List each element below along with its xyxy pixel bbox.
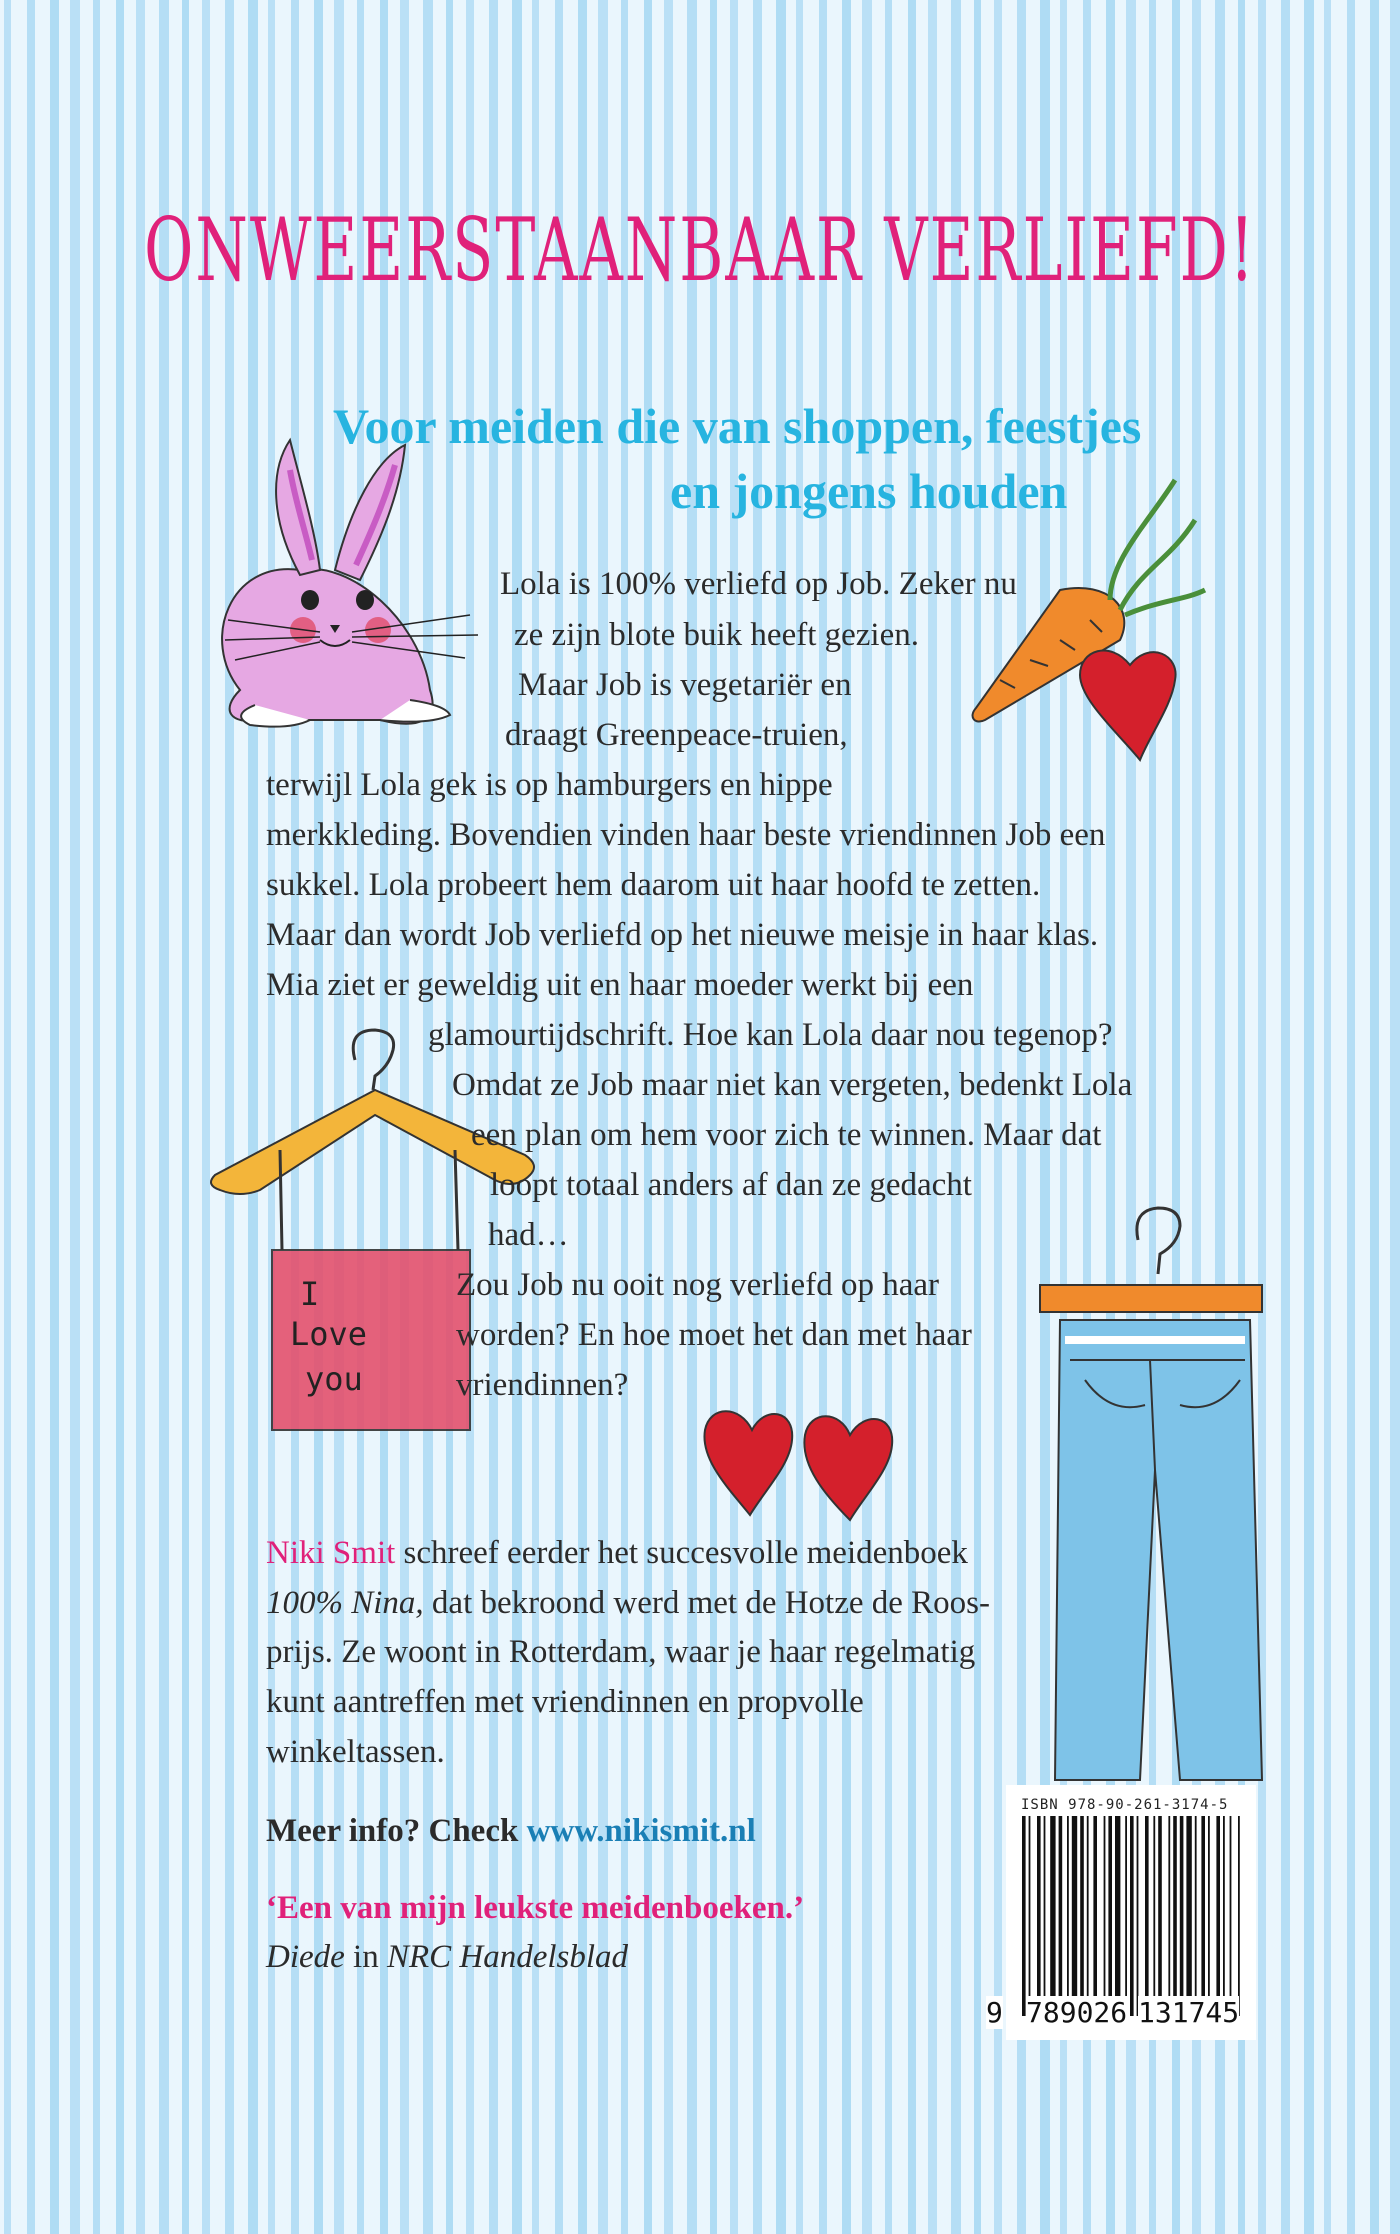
barcode-bar [1050, 1816, 1055, 1996]
review-source-mid: in [344, 1939, 387, 1975]
barcode-digits-right: 131745 [1138, 1996, 1240, 2029]
blurb-line-10: glamourtijdschrift. Hoe kan Lola daar nou tegenop? [428, 1017, 1113, 1053]
author-bio-line-4: kunt aantreffen met vriendinnen en propvolle [266, 1684, 864, 1720]
barcode-bar [1186, 1816, 1191, 1996]
newspaper-name: NRC Handelsblad [386, 1939, 629, 1975]
author-bio-line-3: prijs. Ze woont in Rotterdam, waar je haar regelmatig [266, 1634, 976, 1670]
barcode-bar [1044, 1816, 1046, 1996]
shirt-text-1: I [300, 1275, 320, 1313]
barcode-bar [1093, 1816, 1097, 1996]
previous-book-title: 100% Nina, [266, 1585, 424, 1621]
barcode-bar [1067, 1816, 1069, 1996]
bunny-illustration [222, 440, 478, 727]
blurb-line-11: Omdat ze Job maar niet kan vergeten, bedenkt Lola [452, 1067, 1133, 1103]
shirt-text-3: you [305, 1360, 363, 1398]
blurb-line-2: ze zijn blote buik heeft gezien. [514, 617, 919, 653]
author-bio-line-5: winkeltassen. [266, 1734, 445, 1770]
barcode-bar [1072, 1816, 1077, 1996]
barcode-bar [1180, 1816, 1184, 1996]
author-bio-line-1 [266, 1535, 968, 1572]
barcode-bar [1059, 1816, 1063, 1996]
barcode-bar [1029, 1816, 1031, 2016]
blurb-line-9: Mia ziet er geweldig uit en haar moeder werkt bij een [266, 967, 974, 1003]
barcode-bar [1223, 1816, 1225, 1996]
barcode-bar [1230, 1816, 1232, 2016]
barcode-bar [1104, 1816, 1106, 1996]
author-bio-line-2 [266, 1585, 990, 1622]
blurb-line-7: sukkel. Lola probeert hem daarom uit haar hoofd te zetten. [266, 867, 1041, 903]
barcode-bar [1125, 1816, 1127, 1996]
blurb-line-3: Maar Job is vegetariër en [518, 667, 852, 703]
author-name: Niki Smit [266, 1535, 396, 1571]
author-bio-text-1: schreef eerder het succesvolle meidenboek [395, 1535, 968, 1571]
blurb-line-6: merkkleding. Bovendien vinden haar beste vriendinnen Job een [266, 817, 1106, 853]
barcode-bar [1087, 1816, 1089, 1996]
barcode-bar [1173, 1816, 1177, 1996]
blurb-line-15: Zou Job nu ooit nog verliefd op haar [456, 1267, 939, 1303]
two-hearts-illustration [704, 1411, 892, 1520]
tagline-line-2: en jongens houden [670, 463, 1068, 519]
barcode-bar [1201, 1816, 1205, 1996]
blurb-line-13: loopt totaal anders af dan ze gedacht [490, 1167, 972, 1203]
blurb-line-12: een plan om hem voor zich te winnen. Maar dat [471, 1117, 1102, 1153]
barcode-bar [1208, 1816, 1210, 1996]
barcode-bar [1195, 1816, 1197, 1996]
barcode-bar [1158, 1816, 1162, 1996]
barcode-bar [1115, 1816, 1120, 1996]
barcode-digit-first: 9 [986, 1996, 1003, 2029]
barcode-bar [1145, 1816, 1149, 1996]
barcode-bar [1022, 1816, 1026, 2016]
barcode-bar [1130, 1816, 1134, 2016]
more-info-label: Meer info? Check [266, 1813, 527, 1849]
author-bio-text-2: dat bekroond werd met de Hotze de Roos- [423, 1585, 991, 1621]
barcode-bar [1216, 1816, 1220, 1996]
barcode-bar [1168, 1816, 1170, 1996]
barcode-bar [1137, 1816, 1139, 2016]
blurb-line-14: had… [488, 1217, 569, 1253]
jeans-hanger-illustration [1040, 1208, 1262, 1780]
tagline-line-1: Voor meiden die van shoppen, feestjes [333, 398, 1142, 454]
barcode-bar [1153, 1816, 1155, 1996]
blurb-line-1: Lola is 100% verliefd op Job. Zeker nu [500, 566, 1017, 602]
review-quote: ‘Een van mijn leukste meidenboeken.’ [266, 1890, 805, 1926]
shirt-text-2: Love [290, 1315, 368, 1353]
reviewer-name: Diede [266, 1939, 345, 1975]
review-source [266, 1939, 628, 1976]
barcode-bar [1108, 1816, 1112, 1996]
barcode-bar [1238, 1816, 1240, 2016]
blurb-line-8: Maar dan wordt Job verliefd op het nieuwe meisje in haar klas. [266, 917, 1099, 953]
barcode-bar [1080, 1816, 1084, 1996]
blurb-line-5: terwijl Lola gek is op hamburgers en hippe [266, 767, 833, 803]
blurb-line-17: vriendinnen? [456, 1367, 629, 1403]
website-link[interactable]: www.nikismit.nl [526, 1813, 756, 1849]
isbn-label: ISBN 978-90-261-3174-5 [1021, 1797, 1229, 1813]
book-title: ONWEERSTAANBAAR VERLIEFD! [144, 200, 1256, 302]
carrot-heart-illustration [973, 480, 1205, 760]
barcode-digits-left: 789026 [1026, 1996, 1128, 2029]
barcode-bar [1037, 1816, 1041, 1996]
blurb-line-16: worden? En hoe moet het dan met haar [456, 1317, 972, 1353]
blurb-line-4: draagt Greenpeace-truien, [505, 717, 848, 753]
more-info [266, 1813, 756, 1850]
